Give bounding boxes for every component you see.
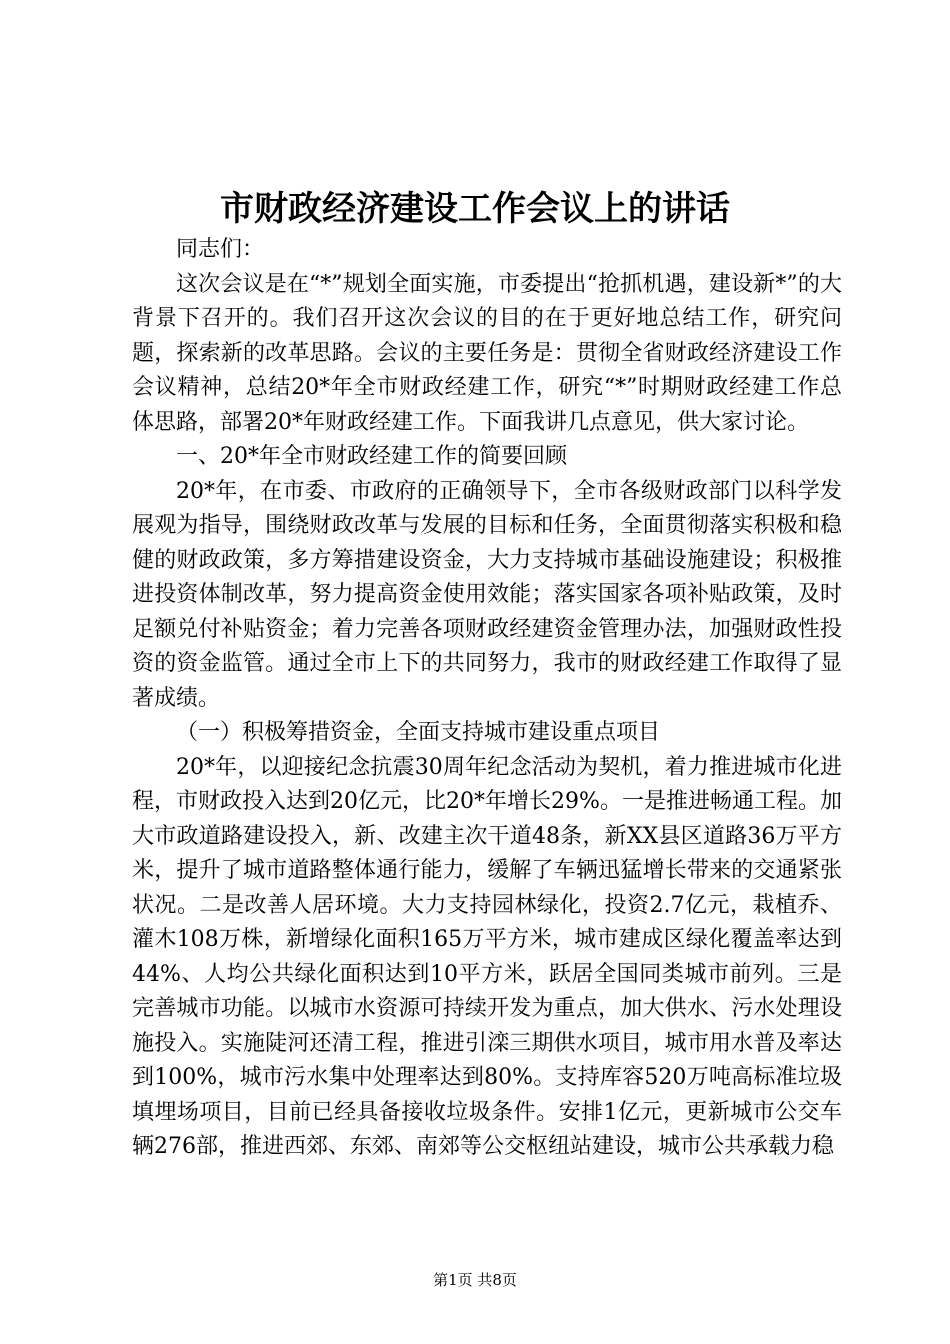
page-footer: 第1页 共8页 <box>433 1271 517 1289</box>
review-paragraph: 20*年，在市委、市政府的正确领导下，全市各级财政部门以科学发展观为指导，围绕财政改革与发展的目标和任务，全面贯彻落实积极和稳健的财政政策，多方筹措建设资金，大力支持城市基础设施建设；积极推进投资体制改革，努力提高资金使用效能；落实国家各项补贴政策，及时足额兑付补贴资金；着力完善各项财政经建资金管理办法，加强财政性投资的资金监管。通过全市上下的共同努力，我市的财政经建工作取得了显著成绩。 <box>132 478 842 711</box>
document-body <box>132 233 842 1165</box>
intro-paragraph: 这次会议是在“*”规划全面实施，市委提出“抢抓机遇，建设新*”的大背景下召开的。我们召开这次会议的目的在于更好地总结工作，研究问题，探索新的改革思路。会议的主要任务是：贯彻全省财政经济建设工作会议精神，总结20*年全市财政经建工作，研究“*”时期财政经建工作总体思路，部署20*年财政经建工作。下面我讲几点意见，供大家讨论。 <box>132 271 842 435</box>
section-heading-1: 一、20*年全市财政经建工作的简要回顾 <box>176 444 567 469</box>
funding-paragraph: 20*年，以迎接纪念抗震30周年纪念活动为契机，着力推进城市化进程，市财政投入达到20亿元，比20*年增长29%。一是推进畅通工程。加大市政道路建设投入，新、改建主次干道48条，新XX县区道路36万平方米，提升了城市道路整体通行能力，缓解了车辆迅猛增长带来的交通紧张状况。二是改善人居环境。大力支持园林绿化，投资2.7亿元，栽植乔、灌木108万株，新增绿化面积165万平方米，城市建成区绿化覆盖率达到44%、人均公共绿化面积达到10平方米，跃居全国同类城市前列。三是完善城市功能。以城市水资源可持续开发为重点，加大供水、污水处理设施投入。实施陡河还清工程，推进引滦三期供水项目，城市用水普及率达到100%，城市污水集中处理率达到80%。支持库容520万吨高标准垃圾填埋场项目，目前已经具备接收垃圾条件。安排1亿元，更新城市公交车辆276部，推进西郊、东郊、南郊等公交枢纽站建设，城市公共承载力稳 <box>132 754 842 1159</box>
salutation-paragraph: 同志们： <box>176 237 265 262</box>
document-title: 市财政经济建设工作会议上的讲话 <box>220 189 730 229</box>
subsection-heading-1: （一）积极筹措资金，全面支持城市建设重点项目 <box>176 720 661 745</box>
